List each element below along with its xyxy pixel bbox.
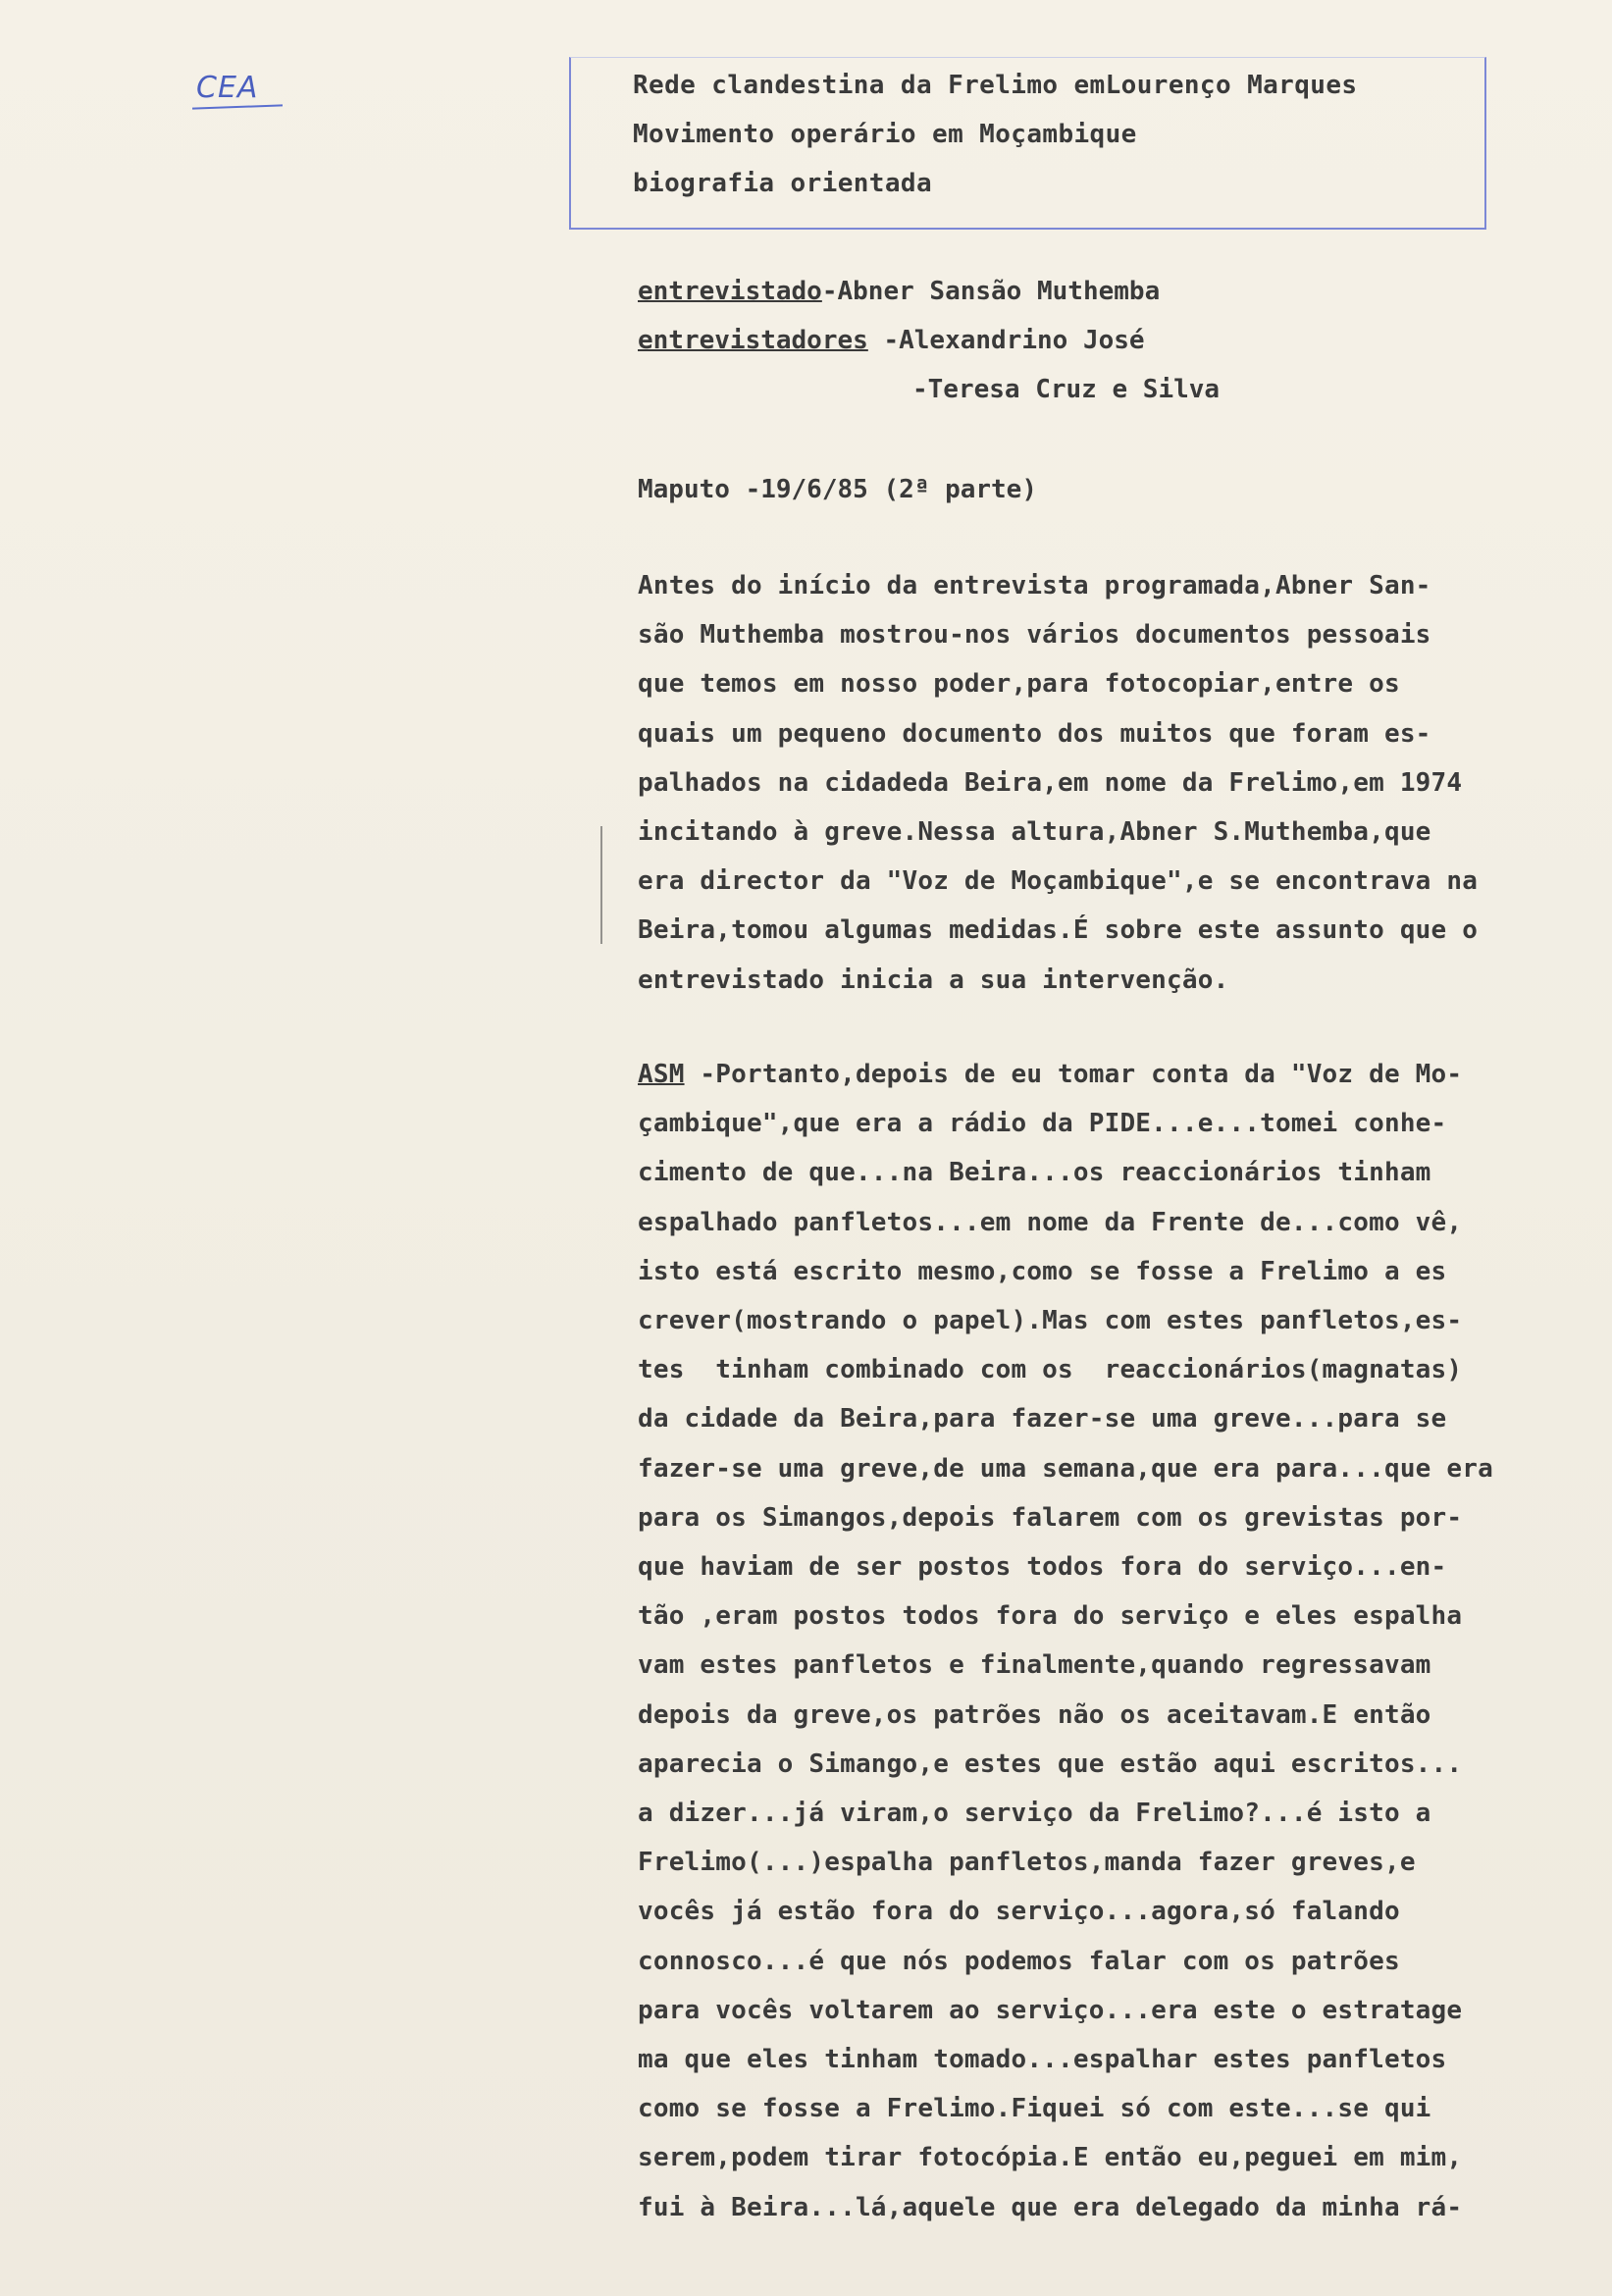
speech-line: a dizer...já viram,o serviço da Frelimo?...é isto a xyxy=(638,1799,1431,1829)
speech-text: -Portanto,depois de eu tomar conta da "Voz de Mo- xyxy=(684,1060,1463,1089)
interviewers-row xyxy=(638,316,1570,365)
intro-line: Beira,tomou algumas medidas.É sobre este assunto que o xyxy=(638,915,1479,946)
speech-line: como se fosse a Frelimo.Fiquei só com este...se qui xyxy=(638,2094,1431,2124)
speech-line: que haviam de ser postos todos fora do serviço...en- xyxy=(638,1552,1447,1583)
speech-line: tão ,eram postos todos fora do serviço e eles espalha xyxy=(638,1601,1463,1632)
speech-line: para vocês voltarem ao serviço...era este o estratage xyxy=(638,1995,1463,2025)
place-date: Maputo -19/6/85 (2ª parte) xyxy=(638,475,1037,504)
speech-line: connosco...é que nós podemos falar com os patrões xyxy=(638,1946,1400,1976)
intro-paragraph xyxy=(638,561,1580,1005)
speech-line: cimento de que...na Beira...os reaccionários tinham xyxy=(638,1158,1431,1188)
intro-line: incitando à greve.Nessa altura,Abner S.Muthemba,que xyxy=(638,817,1431,848)
intro-line: que temos em nosso poder,para fotocopiar,entre os xyxy=(638,669,1400,700)
speech-line: vocês já estão fora do serviço...agora,só falando xyxy=(638,1897,1400,1927)
intro-line: quais um pequeno documento dos muitos que foram es- xyxy=(638,718,1431,749)
speech-line xyxy=(638,1050,1580,1099)
speech-line: aparecia o Simango,e estes que estão aqui escritos... xyxy=(638,1748,1463,1779)
interviewers-label: entrevistadores xyxy=(638,326,868,355)
intro-line: Antes do início da entrevista programada,Abner San- xyxy=(638,571,1431,600)
handwritten-underline xyxy=(192,104,283,109)
speech-line: serem,podem tirar fotocópia.E então eu,peguei em mim, xyxy=(638,2143,1463,2173)
speech-line: depois da greve,os patrões não os aceitavam.E então xyxy=(638,1699,1431,1730)
margin-mark xyxy=(600,826,602,944)
speech-block xyxy=(638,1050,1580,2232)
header-line-1: Rede clandestina da Frelimo emLourenço Marques xyxy=(633,71,1358,100)
speech-line: isto está escrito mesmo,como se fosse a Frelimo a es xyxy=(638,1256,1447,1286)
place-date-block xyxy=(638,465,1570,514)
speech-line: para os Simangos,depois falarem com os grevistas por- xyxy=(638,1502,1463,1533)
intro-line: palhados na cidadeda Beira,em nome da Frelimo,em 1974 xyxy=(638,767,1463,798)
handwritten-archive-note: CEA xyxy=(196,71,259,105)
intro-line: era director da "Voz de Moçambique",e se encontrava na xyxy=(638,866,1479,897)
speech-line: fazer-se uma greve,de uma semana,que era para...que era xyxy=(638,1453,1493,1484)
interviewee-label: entrevistado xyxy=(638,277,822,306)
speech-line: ma que eles tinham tomado...espalhar estes panfletos xyxy=(638,2045,1447,2075)
speech-line: tes tinham combinado com os reaccionários(magnatas) xyxy=(638,1355,1463,1385)
intro-line: entrevistado inicia a sua intervenção. xyxy=(638,965,1229,995)
header-line-2: Movimento operário em Moçambique xyxy=(633,120,1137,149)
speech-line: crever(mostrando o papel).Mas com estes panfletos,es- xyxy=(638,1306,1463,1336)
interviewer-1: -Alexandrino José xyxy=(867,326,1145,355)
interviewee-name: -Abner Sansão Muthemba xyxy=(821,277,1161,306)
header-block xyxy=(633,61,1477,208)
speaker-label: ASM xyxy=(638,1060,685,1089)
speech-line: vam estes panfletos e finalmente,quando regressavam xyxy=(638,1650,1431,1681)
interviewee-row xyxy=(638,267,1570,316)
header-line-3: biografia orientada xyxy=(633,169,933,198)
speech-line: da cidade da Beira,para fazer-se uma greve...para se xyxy=(638,1404,1447,1435)
speech-line: espalhado panfletos...em nome da Frente de...como vê, xyxy=(638,1207,1463,1237)
intro-line: são Muthemba mostrou-nos vários documentos pessoais xyxy=(638,620,1431,651)
speech-line: çambique",que era a rádio da PIDE...e...tomei conhe- xyxy=(638,1109,1447,1139)
speech-line: fui à Beira...lá,aquele que era delegado da minha rá- xyxy=(638,2192,1463,2222)
interviewer-2: -Teresa Cruz e Silva xyxy=(912,375,1221,404)
interview-metadata xyxy=(638,267,1570,414)
speech-line: Frelimo(...)espalha panfletos,manda fazer greves,e xyxy=(638,1848,1416,1878)
